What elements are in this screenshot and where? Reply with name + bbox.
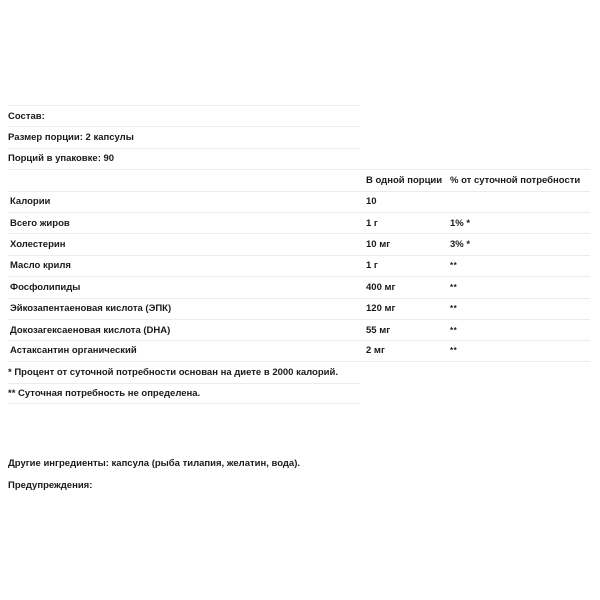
nutrient-amount: 55 мг: [366, 324, 391, 336]
nutrient-amount: 120 мг: [366, 303, 396, 315]
nutrient-amount: 1 г: [366, 260, 378, 272]
composition-row: [8, 105, 360, 126]
servings-per-container-row: [8, 148, 360, 169]
nutrient-dv: **: [450, 282, 458, 292]
nutrient-amount: 10: [366, 196, 377, 208]
column-header-amount: В одной порции: [366, 174, 443, 186]
nutrient-dv: 1% *: [450, 217, 471, 229]
warnings-label: Предупреждения:: [8, 480, 93, 491]
column-header-dv: % от суточной потребности: [450, 174, 581, 186]
table-row: [8, 298, 590, 319]
table-row: [8, 319, 590, 340]
serving-size-label: Размер порции: 2 капсулы: [8, 132, 134, 144]
nutrient-dv: **: [450, 325, 458, 335]
table-row: [8, 255, 590, 276]
serving-size-row: [8, 126, 360, 147]
nutrient-name: Докозагексаеновая кислота (DHA): [10, 324, 171, 336]
footnote-row: [8, 362, 360, 383]
nutrient-dv: **: [450, 304, 458, 314]
nutrient-name: Фосфолипиды: [10, 281, 81, 293]
table-row: [8, 233, 590, 254]
nutrient-dv: 3% *: [450, 239, 471, 251]
footnote-row: [8, 383, 360, 404]
nutrient-name: Холестерин: [10, 239, 66, 251]
nutrient-amount: 2 мг: [366, 345, 385, 357]
nutrient-dv: **: [450, 261, 458, 271]
composition-label: Состав:: [8, 110, 45, 122]
table-row: [8, 276, 590, 297]
table-header: [8, 169, 590, 190]
nutrient-name: Калории: [10, 196, 51, 208]
footnote-daily-value: * Процент от суточной потребности основан на диете в 2000 калорий.: [8, 366, 338, 378]
supplement-facts: [8, 105, 590, 404]
table-row: [8, 212, 590, 233]
other-ingredients: Другие ингредиенты: капсула (рыба тилапия, желатин, вода).: [8, 458, 301, 469]
nutrient-name: Масло криля: [10, 260, 71, 272]
nutrient-amount: 1 г: [366, 217, 378, 229]
table-row: [8, 340, 590, 361]
nutrient-amount: 10 мг: [366, 239, 391, 251]
table-row: [8, 191, 590, 212]
nutrient-amount: 400 мг: [366, 281, 396, 293]
nutrient-name: Всего жиров: [10, 217, 70, 229]
footnote-not-established: ** Суточная потребность не определена.: [8, 388, 201, 400]
servings-per-container-label: Порций в упаковке: 90: [8, 153, 115, 165]
nutrient-name: Эйкозапентаеновая кислота (ЭПК): [10, 303, 172, 315]
nutrient-name: Астаксантин органический: [10, 345, 137, 357]
nutrient-dv: **: [450, 346, 458, 356]
